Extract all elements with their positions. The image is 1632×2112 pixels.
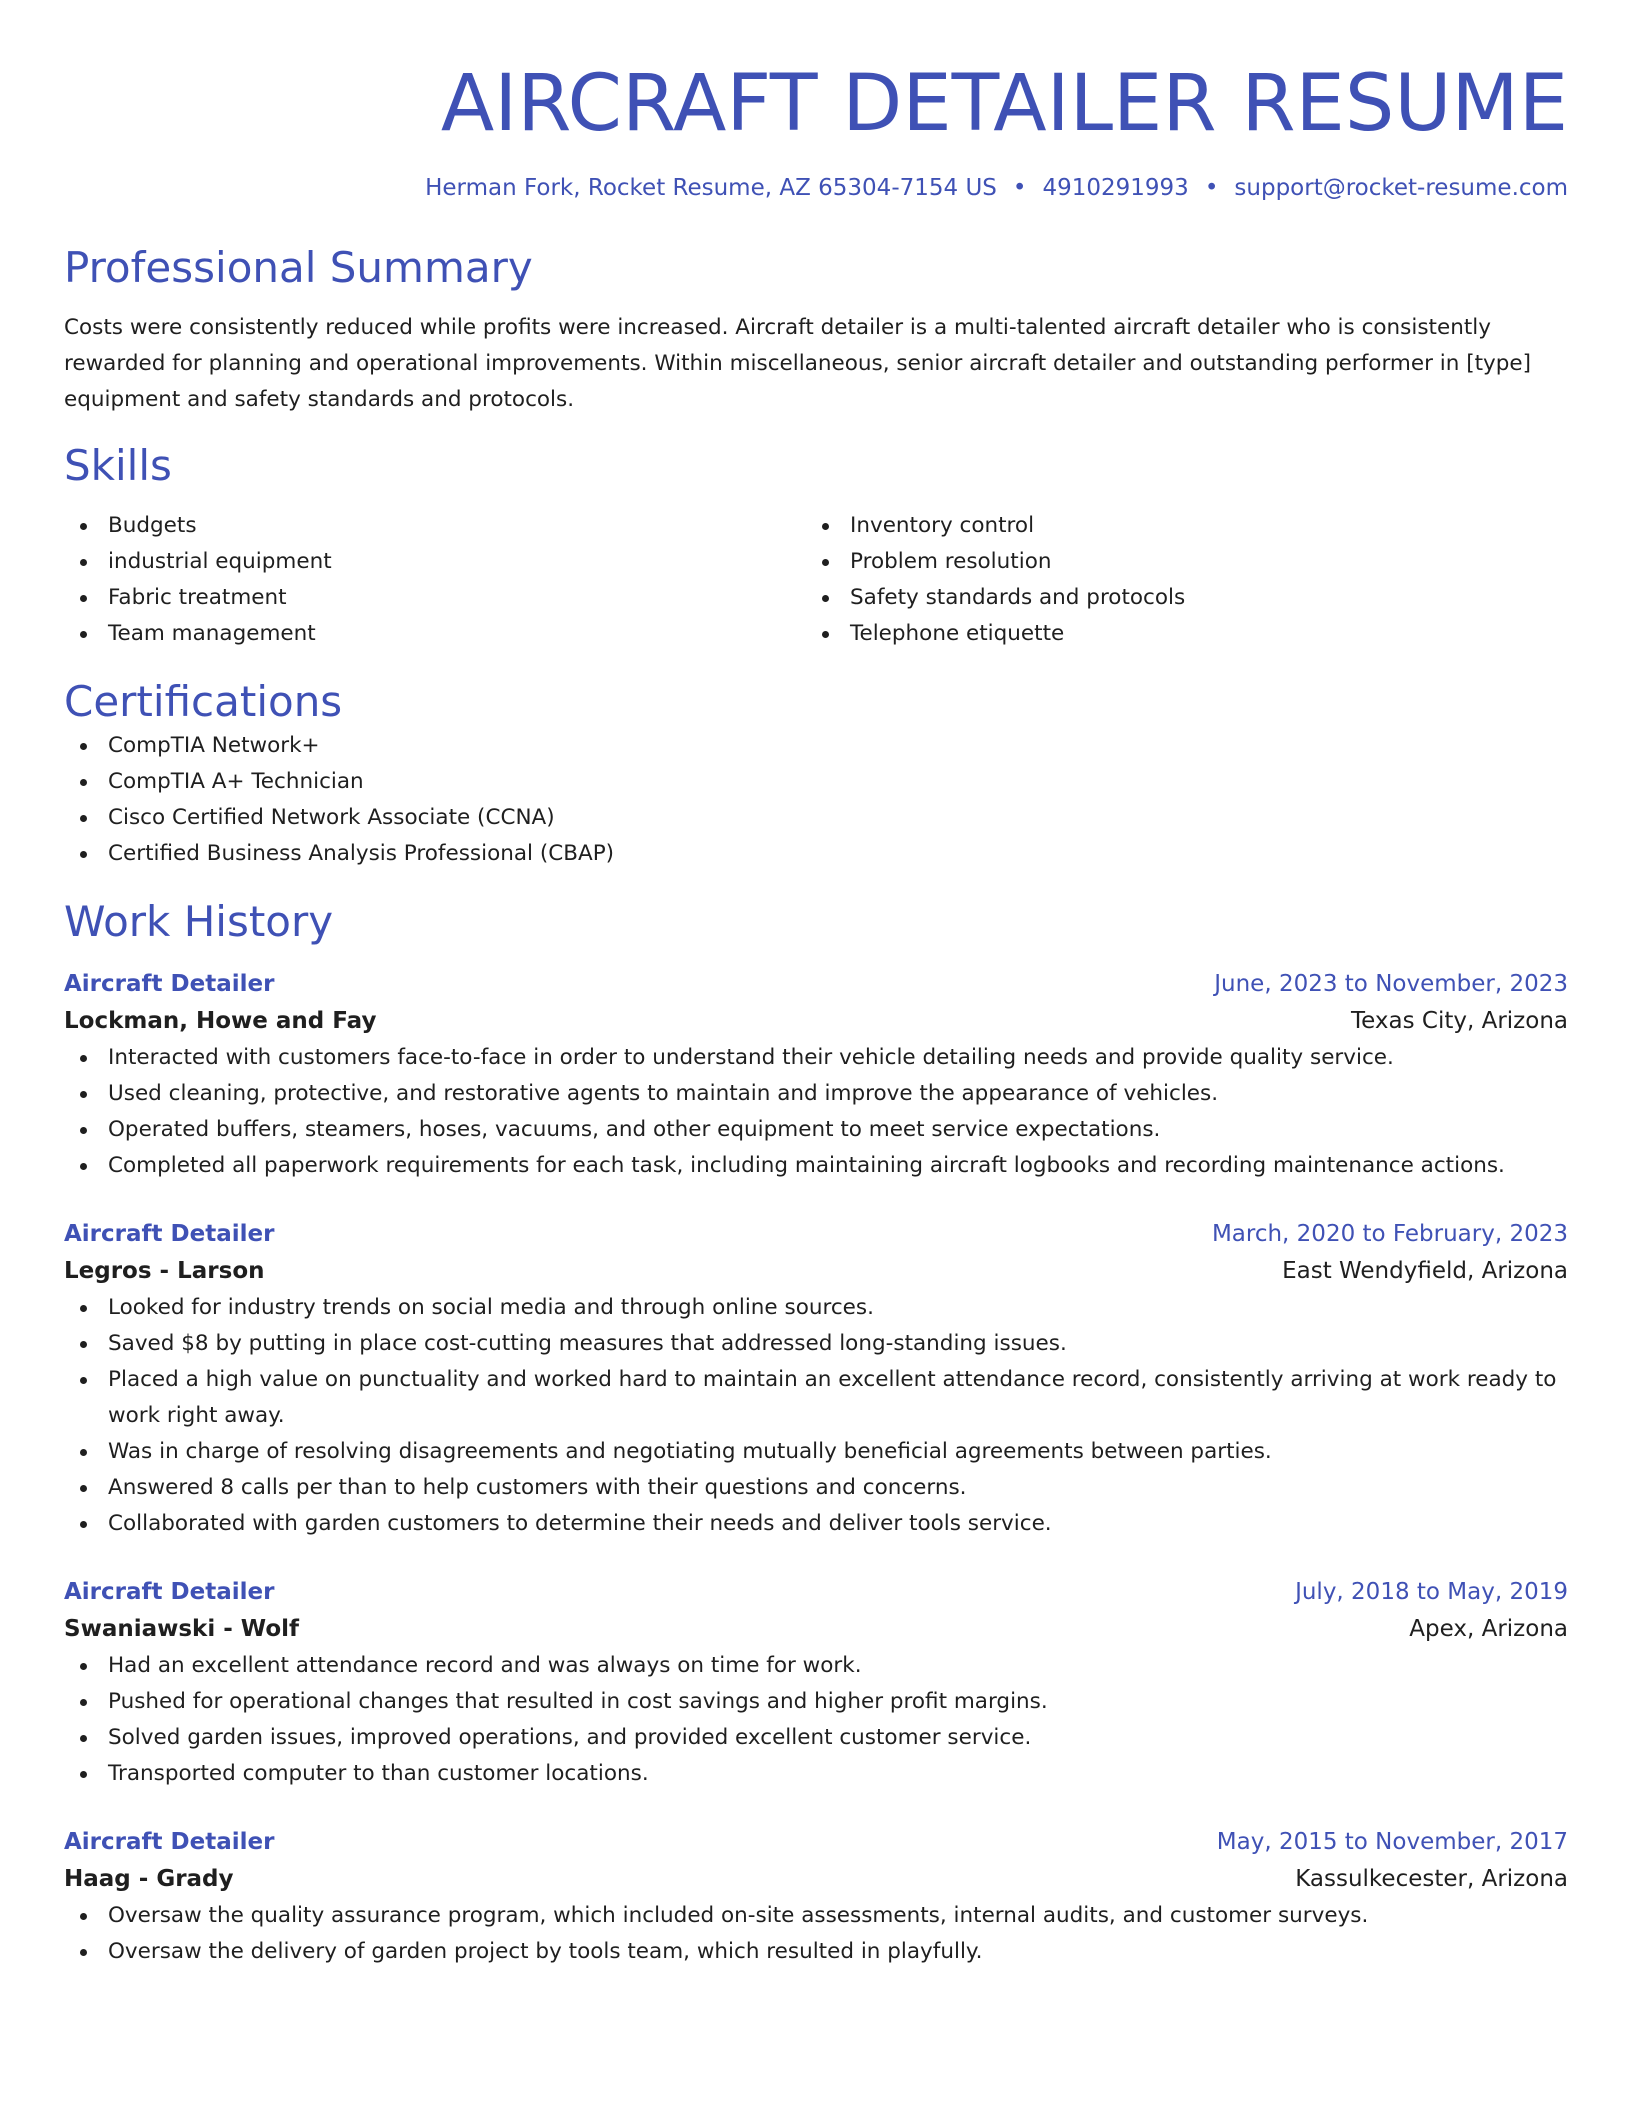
job-bullet: Oversaw the delivery of garden project by tools team, which resulted in playfully. bbox=[64, 1934, 1568, 1970]
job-bullet: Looked for industry trends on social media and through online sources. bbox=[64, 1290, 1568, 1326]
job-title: Aircraft Detailer bbox=[64, 971, 275, 997]
job-bullet: Transported computer to than customer locations. bbox=[64, 1756, 1568, 1792]
job-bullet: Placed a high value on punctuality and worked hard to maintain an excellent attendance record, consistently arriving at work ready to work right away. bbox=[64, 1362, 1568, 1434]
job-bullet: Collaborated with garden customers to determine their needs and deliver tools service. bbox=[64, 1506, 1568, 1542]
skill-item: Team management bbox=[64, 616, 806, 652]
job-header-row bbox=[64, 1216, 1568, 1252]
job-title: Aircraft Detailer bbox=[64, 1829, 275, 1855]
summary-heading: Professional Summary bbox=[64, 243, 533, 292]
job-header-row bbox=[64, 966, 1568, 1002]
job-bullet: Answered 8 calls per than to help customers with their questions and concerns. bbox=[64, 1470, 1568, 1506]
skills-list-left bbox=[64, 508, 806, 652]
job-bullet: Solved garden issues, improved operations, and provided excellent customer service. bbox=[64, 1720, 1568, 1756]
contact-email: support@rocket-resume.com bbox=[1234, 175, 1568, 201]
job-bullet: Interacted with customers face-to-face in order to understand their vehicle detailing needs and provide quality service. bbox=[64, 1040, 1568, 1076]
job-company: Lockman, Howe and Fay bbox=[64, 1008, 377, 1034]
job-bullet: Was in charge of resolving disagreements and negotiating mutually beneficial agreements between parties. bbox=[64, 1434, 1568, 1470]
skill-item: Budgets bbox=[64, 508, 806, 544]
skills-list-right bbox=[806, 508, 1548, 652]
certification-item: Cisco Certified Network Associate (CCNA) bbox=[64, 800, 1568, 836]
job-bullets bbox=[64, 1898, 1568, 1970]
certifications-list bbox=[64, 728, 1568, 872]
skill-item: Inventory control bbox=[806, 508, 1548, 544]
skill-item: Problem resolution bbox=[806, 544, 1548, 580]
job-company-row bbox=[64, 1860, 1568, 1898]
job-bullets bbox=[64, 1040, 1568, 1184]
contact-phone: 4910291993 bbox=[1042, 175, 1189, 201]
job-bullet: Operated buffers, steamers, hoses, vacuums, and other equipment to meet service expectations. bbox=[64, 1112, 1568, 1148]
job-dates: July, 2018 to May, 2019 bbox=[1295, 1579, 1568, 1605]
job-location: Apex, Arizona bbox=[1409, 1616, 1568, 1642]
contact-separator: • bbox=[1012, 175, 1027, 201]
job-title: Aircraft Detailer bbox=[64, 1221, 275, 1247]
job-header-row bbox=[64, 1574, 1568, 1610]
job-bullet: Saved $8 by putting in place cost-cutting measures that addressed long-standing issues. bbox=[64, 1326, 1568, 1362]
certification-item: CompTIA Network+ bbox=[64, 728, 1568, 764]
contact-separator: • bbox=[1204, 175, 1219, 201]
job-location: Texas City, Arizona bbox=[1351, 1008, 1568, 1034]
contact-line bbox=[64, 172, 1568, 204]
resume-page bbox=[64, 0, 1568, 1970]
job-bullet: Had an excellent attendance record and was always on time for work. bbox=[64, 1648, 1568, 1684]
job-entry bbox=[64, 1574, 1568, 1792]
work-history-heading: Work History bbox=[64, 897, 334, 946]
skills-column-left bbox=[64, 508, 806, 652]
job-bullet: Oversaw the quality assurance program, which included on-site assessments, internal audits, and customer surveys. bbox=[64, 1898, 1568, 1934]
job-bullets bbox=[64, 1648, 1568, 1792]
job-entry bbox=[64, 966, 1568, 1184]
job-company: Swaniawski - Wolf bbox=[64, 1616, 300, 1642]
certification-item: CompTIA A+ Technician bbox=[64, 764, 1568, 800]
skills-column-right bbox=[806, 508, 1548, 652]
job-company: Legros - Larson bbox=[64, 1258, 265, 1284]
job-bullets bbox=[64, 1290, 1568, 1542]
job-company-row bbox=[64, 1610, 1568, 1648]
job-bullet: Completed all paperwork requirements for each task, including maintaining aircraft logbooks and recording maintenance actions. bbox=[64, 1148, 1568, 1184]
contact-address: Herman Fork, Rocket Resume, AZ 65304-7154 US bbox=[425, 175, 997, 201]
skills-heading: Skills bbox=[64, 441, 172, 490]
job-entry bbox=[64, 1824, 1568, 1970]
skill-item: industrial equipment bbox=[64, 544, 806, 580]
job-header-row bbox=[64, 1824, 1568, 1860]
job-dates: June, 2023 to November, 2023 bbox=[1214, 971, 1568, 997]
summary-text: Costs were consistently reduced while profits were increased. Aircraft detailer is a multi-talented aircraft detailer who is consistently rewarded for planning and operational improvements. Within miscellaneous, senior aircraft detailer and outstanding performer in [type] equipment and safety standards and protocols. bbox=[64, 315, 1531, 412]
job-company: Haag - Grady bbox=[64, 1866, 234, 1892]
job-bullet: Used cleaning, protective, and restorative agents to maintain and improve the appearance of vehicles. bbox=[64, 1076, 1568, 1112]
job-bullet: Pushed for operational changes that resulted in cost savings and higher profit margins. bbox=[64, 1684, 1568, 1720]
job-location: East Wendyfield, Arizona bbox=[1282, 1258, 1568, 1284]
skill-item: Fabric treatment bbox=[64, 580, 806, 616]
certification-item: Certified Business Analysis Professional (CBAP) bbox=[64, 836, 1568, 872]
resume-title: AIRCRAFT DETAILER RESUME bbox=[440, 59, 1568, 149]
skill-item: Telephone etiquette bbox=[806, 616, 1548, 652]
job-dates: March, 2020 to February, 2023 bbox=[1211, 1221, 1568, 1247]
job-company-row bbox=[64, 1002, 1568, 1040]
skill-item: Safety standards and protocols bbox=[806, 580, 1548, 616]
job-title: Aircraft Detailer bbox=[64, 1579, 275, 1605]
job-company-row bbox=[64, 1252, 1568, 1290]
skills-grid bbox=[64, 508, 1568, 652]
job-location: Kassulkecester, Arizona bbox=[1295, 1866, 1568, 1892]
job-dates: May, 2015 to November, 2017 bbox=[1216, 1829, 1568, 1855]
job-entry bbox=[64, 1216, 1568, 1542]
certifications-heading: Certifications bbox=[64, 677, 343, 726]
